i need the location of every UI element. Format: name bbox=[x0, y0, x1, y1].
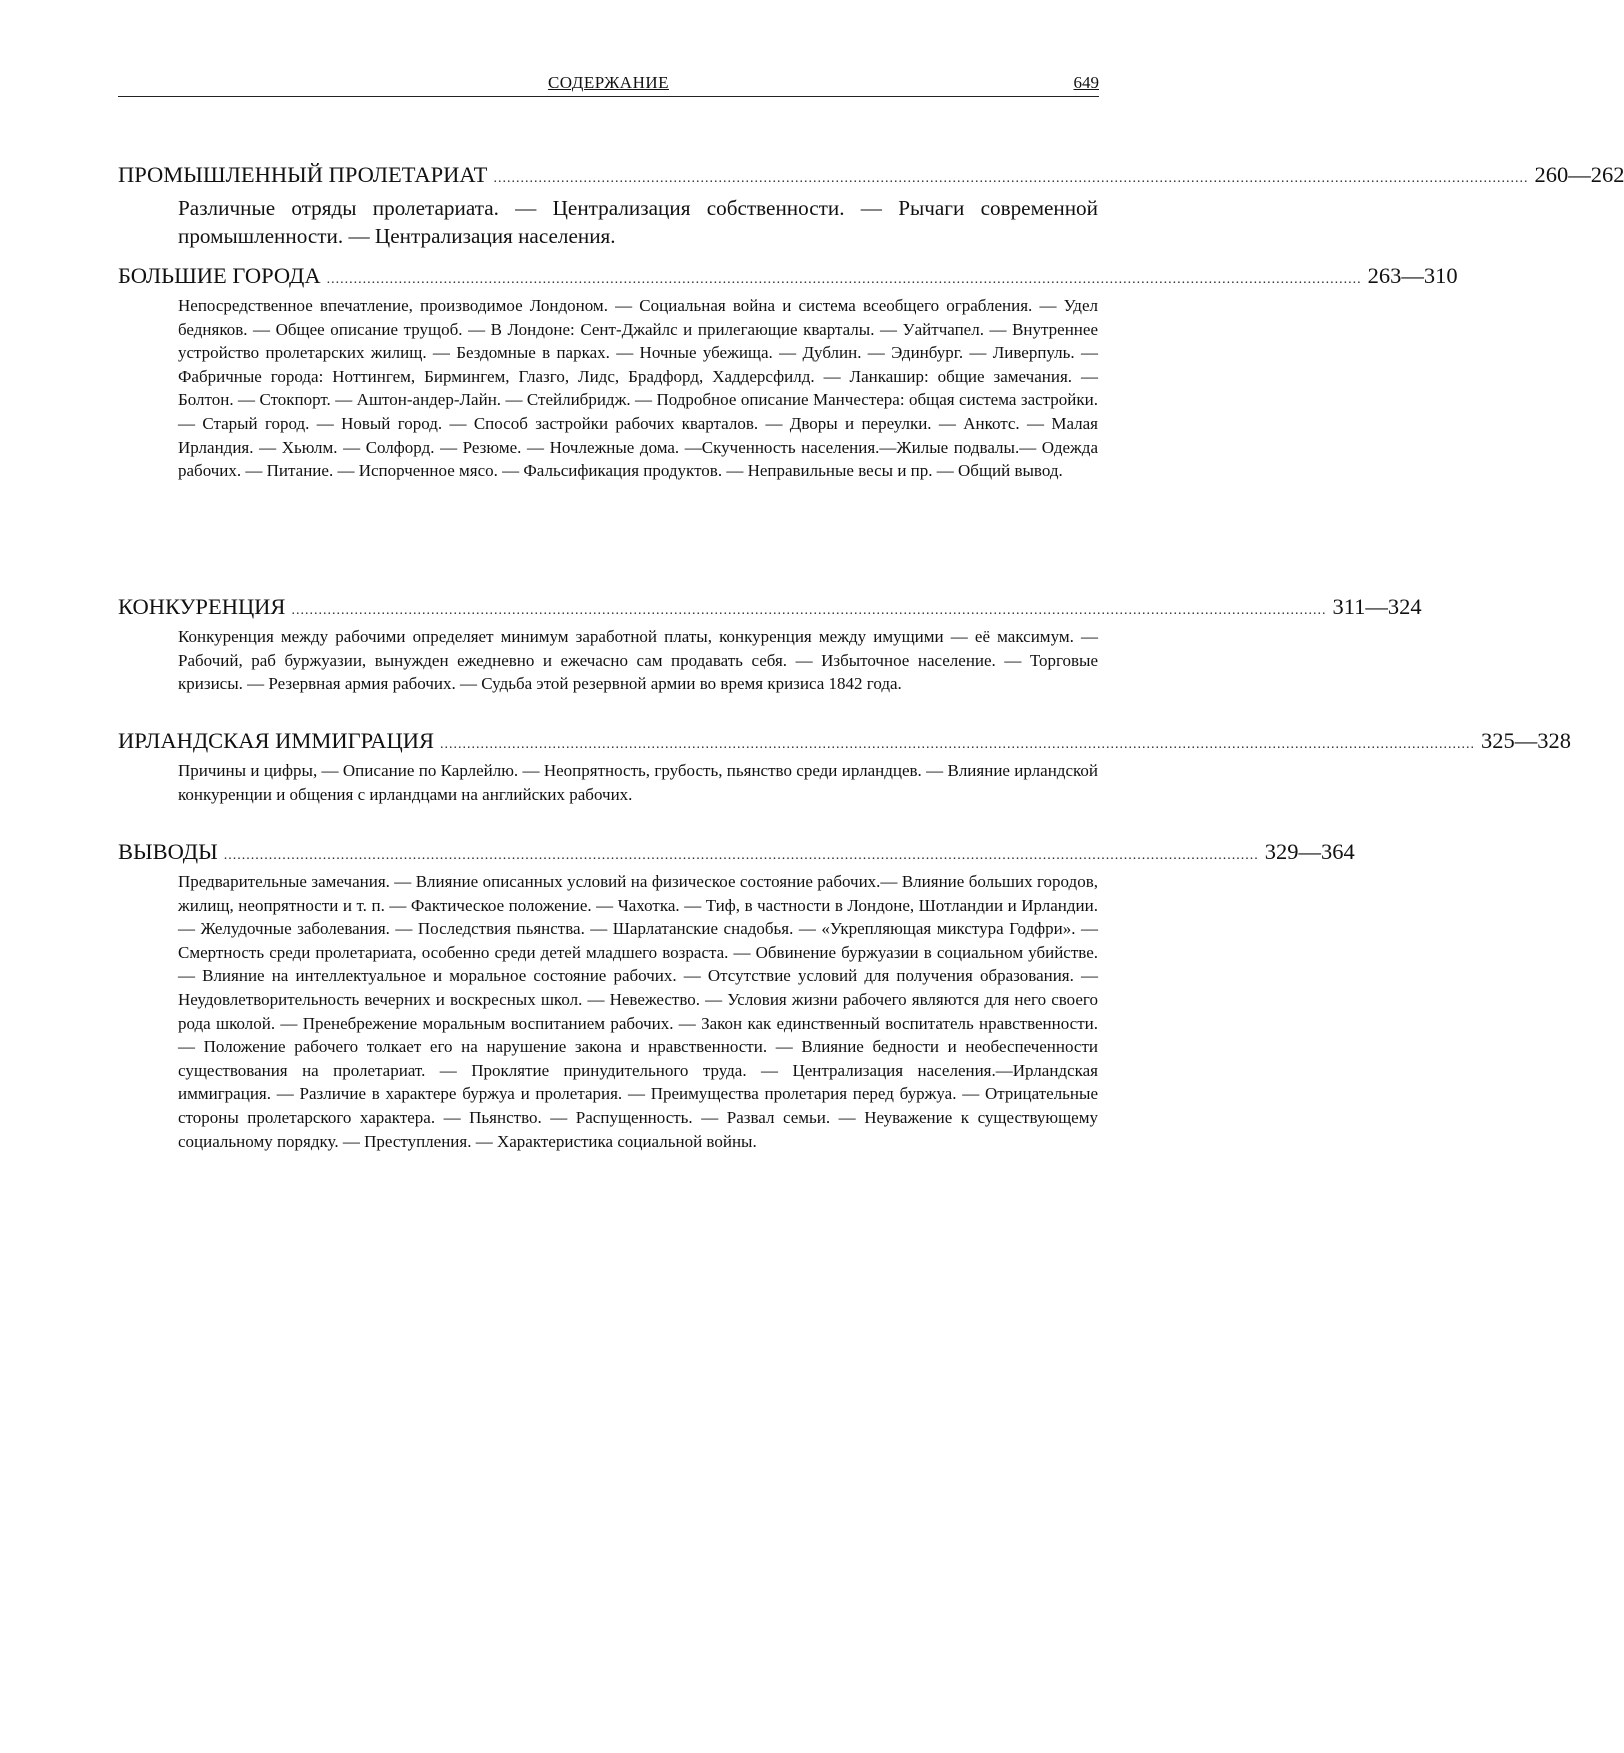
toc-entry-summary: Различные отряды пролетариата. — Централизация собственности. — Рычаги современной промышленности. — Централизация населения. bbox=[178, 196, 1098, 248]
toc-entry-title: ИРЛАНДСКАЯ ИММИГРАЦИЯ bbox=[118, 728, 434, 753]
toc-entry-title: ВЫВОДЫ bbox=[118, 839, 218, 864]
toc-entry-title: КОНКУРЕНЦИЯ bbox=[118, 594, 286, 619]
running-header bbox=[118, 72, 1099, 97]
toc-entry bbox=[118, 262, 1458, 483]
dot-leader: ...................................................................................................................................................................................................................................... bbox=[326, 272, 1362, 287]
dot-leader: ...................................................................................................................................................................................................................................... bbox=[291, 603, 1327, 618]
toc-entry-summary: Конкуренция между рабочими определяет минимум заработной платы, конкуренция между имущими — её максимум. — Рабочий, раб буржуазии, вынужден ежедневно и ежечасно сам продавать себя. — Избыточное население. — Торговые кризисы. — Резервная армия рабочих. — Судьба этой резервной армии во время кризиса 1842 года. bbox=[178, 627, 1098, 694]
toc-entry-summary: Предварительные замечания. — Влияние описанных условий на физическое состояние рабочих.— Влияние больших городов, жилищ, неопрятности и т. п. — Фактическое положение. — Чахотка. — Тиф, в частности в Лондоне, Шотландии и Ирландии. — Желудочные заболевания. — Последствия пьянства. — Шарлатанские снадобья. — «Укрепляющая микстура Годфри». — Смертность среди пролетариата, особенно среди детей младшего возраста. — Обвинение буржуазии в социальном убийстве. — Влияние на интеллектуальное и моральное состояние рабочих. — Отсутствие условий для получения образования. — Неудовлетворительность вечерних и воскресных школ. — Невежество. — Условия жизни рабочего являются для него своего рода школой. — Пренебрежение моральным воспитанием рабочих. — Закон как единственный воспитатель нравственности. — Положение рабочего толкает его на нарушение закона и нравственности. — Влияние бедности и необеспеченности существования на пролетариат. — Проклятие принудительного труда. — Централизация населения.—Ирландская иммиграция. — Различие в характере буржуа и пролетария. — Преимущества пролетария перед буржуа. — Отрицательные стороны пролетарского характера. — Пьянство. — Распущенность. — Развал семьи. — Неуважение к существующему социальному порядку. — Преступления. — Характеристика социальной войны. bbox=[178, 872, 1098, 1151]
toc-entry-pages: 311—324 bbox=[1332, 594, 1422, 619]
toc-entry-heading[interactable] bbox=[118, 838, 1355, 869]
dot-leader: ...................................................................................................................................................................................................................................... bbox=[223, 848, 1259, 863]
toc-entry-pages: 329—364 bbox=[1264, 839, 1355, 864]
dot-leader: ...................................................................................................................................................................................................................................... bbox=[439, 737, 1475, 752]
toc-entry-pages: 325—328 bbox=[1480, 728, 1571, 753]
toc-entry-summary: Причины и цифры, — Описание по Карлейлю. — Неопрятность, грубость, пьянство среди ирландцев. — Влияние ирландской конкуренции и общения с ирландцами на английских рабочих. bbox=[178, 761, 1098, 804]
toc-entry bbox=[118, 727, 1571, 806]
toc-entry-pages: 260—262 bbox=[1534, 162, 1624, 187]
toc-entry-title: ПРОМЫШЛЕННЫЙ ПРОЛЕТАРИАТ bbox=[118, 162, 488, 187]
toc-entry-heading[interactable] bbox=[118, 593, 1422, 624]
toc-entry-title: БОЛЬШИЕ ГОРОДА bbox=[118, 263, 321, 288]
toc-entry-heading[interactable] bbox=[118, 262, 1458, 293]
toc-entry-heading[interactable] bbox=[118, 161, 1624, 192]
toc-entry-heading[interactable] bbox=[118, 727, 1571, 758]
dot-leader: ...................................................................................................................................................................................................................................... bbox=[493, 171, 1529, 186]
toc-entry bbox=[118, 838, 1355, 1153]
running-header-title: СОДЕРЖАНИЕ bbox=[547, 73, 670, 92]
toc-entry-summary: Непосредственное впечатление, производимое Лондоном. — Социальная война и система всеобщего ограбления. — Удел бедняков. — Общее описание трущоб. — В Лондоне: Сент-Джайлс и прилегающие кварталы. — Уайтчапел. — Внутреннее устройство пролетарских жилищ. — Бездомные в парках. — Ночные убежища. — Дублин. — Эдинбург. — Ливерпуль. — Фабричные города: Ноттингем, Бирмингем, Глазго, Лидс, Брадфорд, Хаддерсфилд. — Ланкашир: общие замечания. — Болтон. — Стокпорт. — Аштон-андер-Лайн. — Стейлибридж. — Подробное описание Манчестера: общая система застройки. — Старый город. — Новый город. — Способ застройки рабочих кварталов. — Дворы и переулки. — Анкотс. — Малая Ирландия. — Хьюлм. — Солфорд. — Резюме. — Ночлежные дома. —Скученность населения.—Жилые подвалы.— Одежда рабочих. — Питание. — Испорченное мясо. — Фальсификация продуктов. — Неправильные весы и пр. — Общий вывод. bbox=[178, 296, 1098, 481]
page-number: 649 bbox=[1073, 73, 1099, 92]
toc-entry-pages: 263—310 bbox=[1367, 263, 1458, 288]
toc-entry bbox=[118, 593, 1422, 696]
toc-entry bbox=[118, 161, 1624, 250]
